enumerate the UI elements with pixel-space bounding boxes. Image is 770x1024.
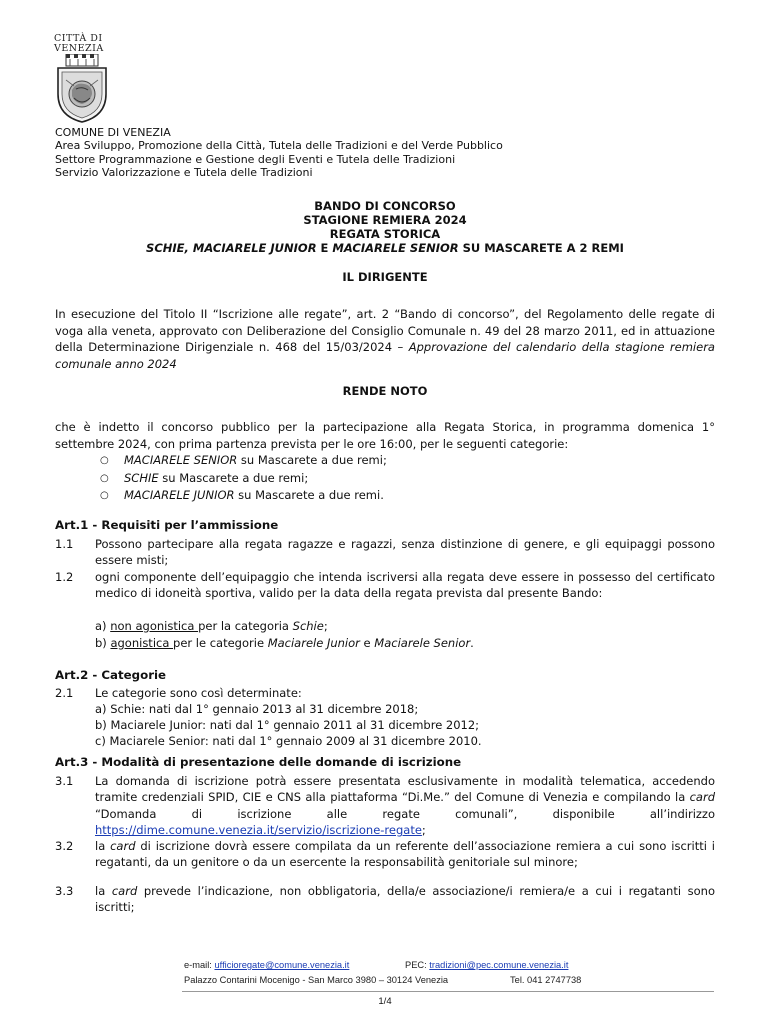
iscrizione-link[interactable]: https://dime.comune.venezia.it/servizio/iscrizione-regate [95,823,422,838]
title-line-3: REGATA STORICA [329,227,441,241]
list-item [100,487,387,505]
art2-sub-a: a) Schie: nati dal 1° gennaio 2013 al 31 dicembre 2018; [95,702,419,716]
art2-sub-c: c) Maciarele Senior: nati dal 1° gennaio 2009 al 31 dicembre 2010. [95,734,482,748]
category-rest: su Mascarete a due remi. [234,488,384,502]
pec-link[interactable]: tradizioni@pec.comune.venezia.it [429,960,569,970]
art2-sub-b: b) Maciarele Junior: nati dal 1° gennaio 2011 al 31 dicembre 2012; [95,718,480,732]
sub-underline: agonistica [110,636,174,650]
footer-divider [182,991,714,992]
art1-sub-b [95,635,474,651]
sub-end: . [470,636,474,650]
sub-prefix: b) [95,636,111,650]
category-name: MACIARELE SENIOR [124,453,238,467]
document-title [0,199,770,255]
list-item [100,452,387,470]
intro-paragraph [55,306,715,372]
item-number: 3.3 [55,884,74,898]
item-number: 2.1 [55,686,74,700]
sub-prefix: a) [95,619,111,633]
office-line-3: Settore Programmazione e Gestione degli Eventi e Tutela delle Tradizioni [55,152,456,166]
item-italic: card [110,839,136,853]
page-number: 1/4 [378,996,392,1007]
title-line-1: BANDO DI CONCORSO [314,199,456,213]
item-text-part: La domanda di iscrizione potrà essere presentata esclusivamente in modalità telematica, accedendo tramite credenziali SPID, CIE e CNS alla piattaforma “Di.Me.” del Comune di Venezia e compilando la [95,774,715,805]
category-list [100,452,387,505]
art1-sub-a [95,618,328,634]
city-logo [52,34,112,124]
item-number: 1.1 [55,537,74,551]
logo-line-1: CITTÀ DI [54,33,103,44]
art1-item-2 [55,569,715,602]
intro-italic: Approvazione del calendario della stagione remiera comunale anno 2024 [55,340,715,371]
announcement-paragraph: che è indetto il concorso pubblico per la partecipazione alla Regata Storica, in programma domenica 1° settembre 2024, con prima partenza prevista per le ore 16:00, per le seguenti categorie: [55,420,715,451]
venice-crest-icon [52,54,112,124]
sub-italic: Schie [292,619,324,633]
footer-address [184,972,582,988]
sub-text: per le categorie [173,636,268,650]
bullet-marker: ○ [100,455,109,466]
sub-italic: Maciarele Junior [267,636,360,650]
item-number: 3.2 [55,839,74,853]
sub-underline: non agonistica [110,619,199,633]
category-name: SCHIE [124,470,159,485]
art3-item-3 [55,883,715,916]
bullet-marker: ○ [100,490,109,501]
office-header [55,126,503,180]
sub-end: ; [323,619,328,633]
sub-and: e [359,636,375,650]
item-text [95,773,715,839]
title-italic-2: MACIARELE SENIOR [332,241,459,255]
footer-contacts [184,957,569,973]
item-text: Possono partecipare alla regata ragazze e ragazzi, senza distinzione di genere, e gli equipaggi possono essere misti; [95,537,715,568]
address-text: Palazzo Contarini Mocenigo - San Marco 3980 – 30124 Venezia [184,975,449,985]
office-line-1: COMUNE DI VENEZIA [55,126,171,139]
intro-text: In esecuzione del Titolo II “Iscrizione alle regate”, art. 2 “Bando di concorso”, del Regolamento delle regate di voga alla veneta, approvato con Deliberazione del Consiglio Comunale n. 49 del 28 marzo 2011, ed in attuazione della Determinazione Dirigenziale n. 468 del 15/03/2024 – [55,307,715,354]
pec-block [405,957,568,973]
item-text-part: la [95,884,112,898]
rende-noto-heading: RENDE NOTO [342,384,428,398]
category-rest: su Mascarete a due remi; [237,453,387,467]
item-text-part: di iscrizione dovrà essere compilata da un referente dell’associazione remiera a cui sono iscritti i regatanti, da un genitore o da un esercente la responsabilità genitoriale sul minore; [95,839,715,870]
title-tail: SU MASCARETE A 2 REMI [458,241,624,255]
sub-text: per la categoria [198,619,293,633]
item-number: 1.2 [55,570,74,584]
item-italic: card [689,790,715,805]
logo-wordmark [54,34,114,54]
art1-item-1 [55,536,715,569]
art2-item-1 [55,685,715,701]
item-text: ogni componente dell’equipaggio che intenda iscriversi alla regata deve essere in possesso del certificato medico di idoneità sportiva, valido per la data della regata prevista dal presente Bando: [95,570,715,601]
item-text-part: la [95,839,111,853]
item-number: 3.1 [55,774,74,788]
art3-item-2 [55,838,715,871]
list-item [100,470,387,488]
item-italic: card [111,884,138,898]
art3-heading: Art.3 - Modalità di presentazione delle domande di iscrizione [55,755,462,769]
category-name: MACIARELE JUNIOR [124,488,235,502]
pec-label: PEC: [405,960,430,970]
office-line-2: Area Sviluppo, Promozione della Città, Tutela delle Tradizioni e del Verde Pubblico [55,139,503,153]
art3-item-1 [55,773,715,839]
logo-line-2: VENEZIA [54,43,104,54]
email-label: e-mail: [184,960,215,970]
item-text [95,838,715,871]
item-text-part: prevede l’indicazione, non obbligatoria, della/e associazione/i remiera/e a cui i regatanti sono iscritti; [95,884,715,915]
art1-heading: Art.1 - Requisiti per l’ammissione [55,518,279,532]
item-text-part: ; [421,823,426,838]
item-text-part: “Domanda di iscrizione alle regate comunali”, disponibile all’indirizzo [95,806,715,821]
office-line-4: Servizio Valorizzazione e Tutela delle Tradizioni [55,166,313,180]
item-text: Le categorie sono così determinate: [95,686,302,700]
art2-heading: Art.2 - Categorie [55,668,167,682]
title-italic-1: SCHIE, MACIARELE JUNIOR [146,241,317,255]
title-line-2: STAGIONE REMIERA 2024 [303,213,467,227]
title-line-4 [0,241,770,255]
sub-italic: Maciarele Senior [374,636,471,650]
dirigente-heading: IL DIRIGENTE [342,270,428,284]
phone-text: Tel. 041 2747738 [510,975,582,985]
bullet-marker: ○ [100,472,109,484]
item-text [95,883,715,916]
email-link[interactable]: ufficioregate@comune.venezia.it [214,960,350,970]
title-conj: E [316,241,333,255]
category-rest: su Mascarete a due remi; [158,470,309,485]
